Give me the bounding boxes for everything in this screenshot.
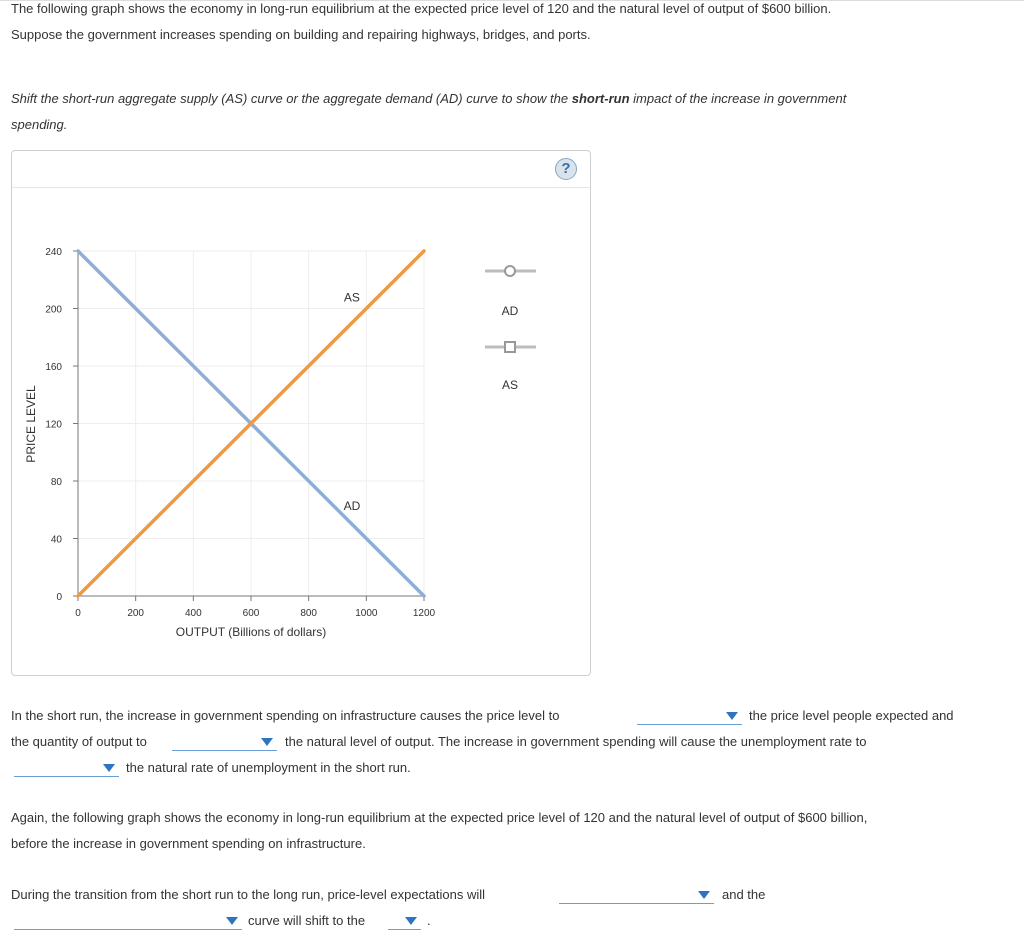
y-tick-label: 40: [50, 534, 62, 546]
square-marker-icon[interactable]: [505, 342, 515, 352]
intro-line-2: Suppose the government increases spending on building and repairing highways, bridges, and ports.: [11, 27, 591, 42]
q1-unemployment-dropdown[interactable]: [14, 760, 119, 777]
q1-text-e: the natural rate of unemployment in the short run.: [126, 760, 411, 775]
instruction-emphasis: short-run: [571, 91, 630, 106]
chevron-down-icon: [261, 738, 273, 746]
help-button[interactable]: ?: [555, 158, 577, 180]
y-tick-label: 80: [50, 477, 62, 488]
chevron-down-icon: [103, 764, 115, 772]
y-tick-label: 240: [45, 247, 62, 258]
chevron-down-icon: [226, 917, 238, 925]
instruction-line-2: spending.: [11, 117, 68, 132]
q2-direction-dropdown[interactable]: [388, 913, 421, 930]
q2-text-d: .: [427, 913, 431, 928]
legend-item-as[interactable]: [485, 342, 536, 392]
y-tick-label: 200: [45, 304, 62, 316]
q2-text-b: and the: [722, 887, 766, 902]
q2-expectations-dropdown[interactable]: [559, 887, 714, 904]
y-tick-label: 160: [45, 362, 62, 373]
circle-marker-icon[interactable]: [505, 266, 515, 276]
q1-price-level-dropdown[interactable]: [637, 708, 742, 725]
x-tick-label: 200: [127, 608, 145, 619]
legend-item-ad[interactable]: [485, 266, 536, 318]
x-tick-label: 600: [242, 608, 260, 619]
x-axis-label: OUTPUT (Billions of dollars): [175, 625, 327, 639]
again-line-1: Again, the following graph shows the economy in long-run equilibrium at the expected price level of 120 and the natural level of output of $600 billion,: [11, 810, 868, 825]
series-as-label: AS: [343, 290, 360, 305]
y-tick-label: 120: [45, 419, 62, 431]
q1-text-b: the price level people expected and: [749, 708, 954, 723]
q1-output-dropdown[interactable]: [172, 734, 277, 751]
chevron-down-icon: [698, 891, 710, 899]
instruction-text-2: impact of the increase in government: [629, 91, 847, 106]
legend-ad-label: AD: [501, 304, 519, 318]
x-tick-label: 1000: [355, 608, 378, 619]
q1-text-d: the natural level of output. The increase in government spending will cause the unemployment rate to: [285, 734, 867, 749]
q2-curve-dropdown[interactable]: [14, 913, 242, 930]
intro-line-1: The following graph shows the economy in long-run equilibrium at the expected price level of 120 and the natural level of output of $600 billion.: [11, 1, 832, 16]
legend-as-label: AS: [501, 378, 519, 392]
x-tick-label: 400: [184, 608, 202, 619]
chevron-down-icon: [726, 712, 738, 720]
y-tick-label: 0: [56, 592, 62, 603]
y-axis-label: PRICE LEVEL: [24, 385, 38, 463]
q1-text-a: In the short run, the increase in government spending on infrastructure causes the price level to: [11, 708, 560, 723]
x-tick-label: 0: [75, 608, 81, 619]
chevron-down-icon: [405, 917, 417, 925]
instruction-text-1: Shift the short-run aggregate supply (AS) curve or the aggregate demand (AD) curve to show the: [11, 91, 572, 106]
q2-text-c: curve will shift to the: [248, 913, 366, 928]
q2-text-a: During the transition from the short run to the long run, price-level expectations will: [11, 887, 486, 902]
x-tick-label: 800: [300, 608, 318, 619]
series-ad-label: AD: [343, 498, 361, 513]
again-line-2: before the increase in government spending on infrastructure.: [11, 836, 366, 851]
x-tick-label: 1200: [412, 608, 436, 619]
q1-text-c: the quantity of output to: [11, 734, 147, 749]
